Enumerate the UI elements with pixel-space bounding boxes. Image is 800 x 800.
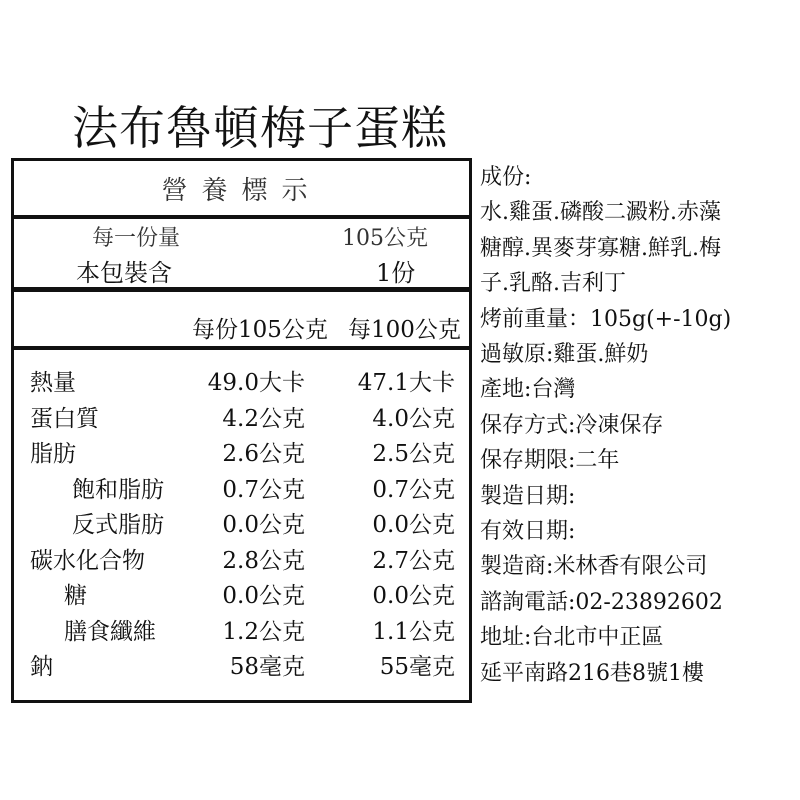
nutrient-per-serving-value: 0.0公克 (222, 512, 305, 538)
nutrient-per-serving-value: 49.0大卡 (207, 370, 305, 396)
nutrient-per-serving-value: 0.7公克 (222, 476, 305, 503)
nutrient-label: 熱量 (30, 370, 76, 396)
info-line: 保存方式:冷凍保存 (480, 412, 664, 438)
nutrient-label: 糖 (64, 583, 87, 609)
nutrient-row (14, 471, 469, 505)
product-title: 法布魯頓梅子蛋糕 (72, 101, 448, 155)
nutrient-label: 鈉 (30, 654, 53, 680)
nutrient-row (14, 648, 469, 682)
nutrient-row (14, 542, 469, 576)
nutrient-label: 脂肪 (30, 441, 76, 467)
nutrient-per-100g-value: 55毫克 (379, 654, 455, 680)
servings-value: 1份 (376, 259, 416, 287)
column-header-per-100g: 每100公克 (348, 317, 461, 343)
nutrient-per-100g-value: 4.0公克 (372, 405, 455, 432)
info-line: 延平南路216巷8號1樓 (480, 660, 704, 686)
nutrient-per-serving-value: 58毫克 (229, 654, 305, 680)
divider (14, 215, 469, 219)
nutrient-label: 飽和脂肪 (72, 476, 164, 503)
info-line: 製造日期: (480, 483, 576, 509)
nutrient-per-100g-value: 0.7公克 (372, 476, 455, 503)
nutrient-per-serving-value: 1.2公克 (222, 618, 305, 645)
divider (14, 287, 469, 292)
nutrition-heading: 營養標示 (161, 175, 322, 206)
nutrient-per-100g-value: 2.7公克 (372, 547, 455, 574)
serving-size-value: 105公克 (342, 226, 428, 251)
nutrient-per-100g-value: 2.5公克 (372, 441, 455, 467)
info-line: 子.乳酪.吉利丁 (480, 271, 626, 297)
nutrient-per-serving-value: 0.0公克 (222, 583, 305, 609)
info-line: 保存期限:二年 (480, 448, 620, 474)
nutrient-label: 蛋白質 (30, 405, 99, 432)
info-line: 製造商:米林香有限公司 (480, 554, 708, 580)
info-line: 地址:台北市中正區 (480, 625, 664, 651)
divider (14, 346, 469, 350)
info-line: 烤前重量：105g(+-10g) (480, 306, 732, 332)
info-line: 糖醇.異麥芽寡糖.鮮乳.梅 (480, 235, 721, 261)
nutrient-row (14, 364, 469, 398)
info-line: 水.雞蛋.磷酸二澱粉.赤藻 (480, 200, 721, 226)
info-line: 成份: (480, 165, 532, 190)
nutrient-row (14, 577, 469, 611)
nutrient-row (14, 400, 469, 434)
nutrient-per-100g-value: 0.0公克 (372, 512, 455, 538)
nutrient-label: 膳食纖維 (64, 618, 156, 645)
servings-label: 本包裝含 (76, 259, 172, 287)
nutrition-facts-panel (11, 158, 472, 703)
info-line: 過敏原:雞蛋.鮮奶 (480, 342, 649, 367)
info-line: 有效日期: (480, 519, 576, 544)
nutrient-label: 碳水化合物 (30, 547, 145, 574)
nutrient-per-serving-value: 2.6公克 (222, 441, 305, 467)
nutrient-per-100g-value: 0.0公克 (372, 583, 455, 609)
column-header-per-serving: 每份105公克 (192, 317, 328, 343)
nutrient-row (14, 435, 469, 469)
nutrient-per-100g-value: 1.1公克 (372, 618, 455, 645)
info-line: 諮詢電話:02-23892602 (480, 589, 723, 615)
info-line: 產地:台灣 (480, 377, 576, 403)
serving-size-label: 每一份量 (92, 226, 181, 251)
nutrient-row (14, 613, 469, 647)
nutrient-label: 反式脂肪 (72, 512, 164, 538)
nutrient-row (14, 506, 469, 540)
nutrient-per-100g-value: 47.1大卡 (357, 370, 455, 396)
nutrient-per-serving-value: 2.8公克 (222, 547, 305, 574)
nutrient-per-serving-value: 4.2公克 (222, 405, 305, 432)
